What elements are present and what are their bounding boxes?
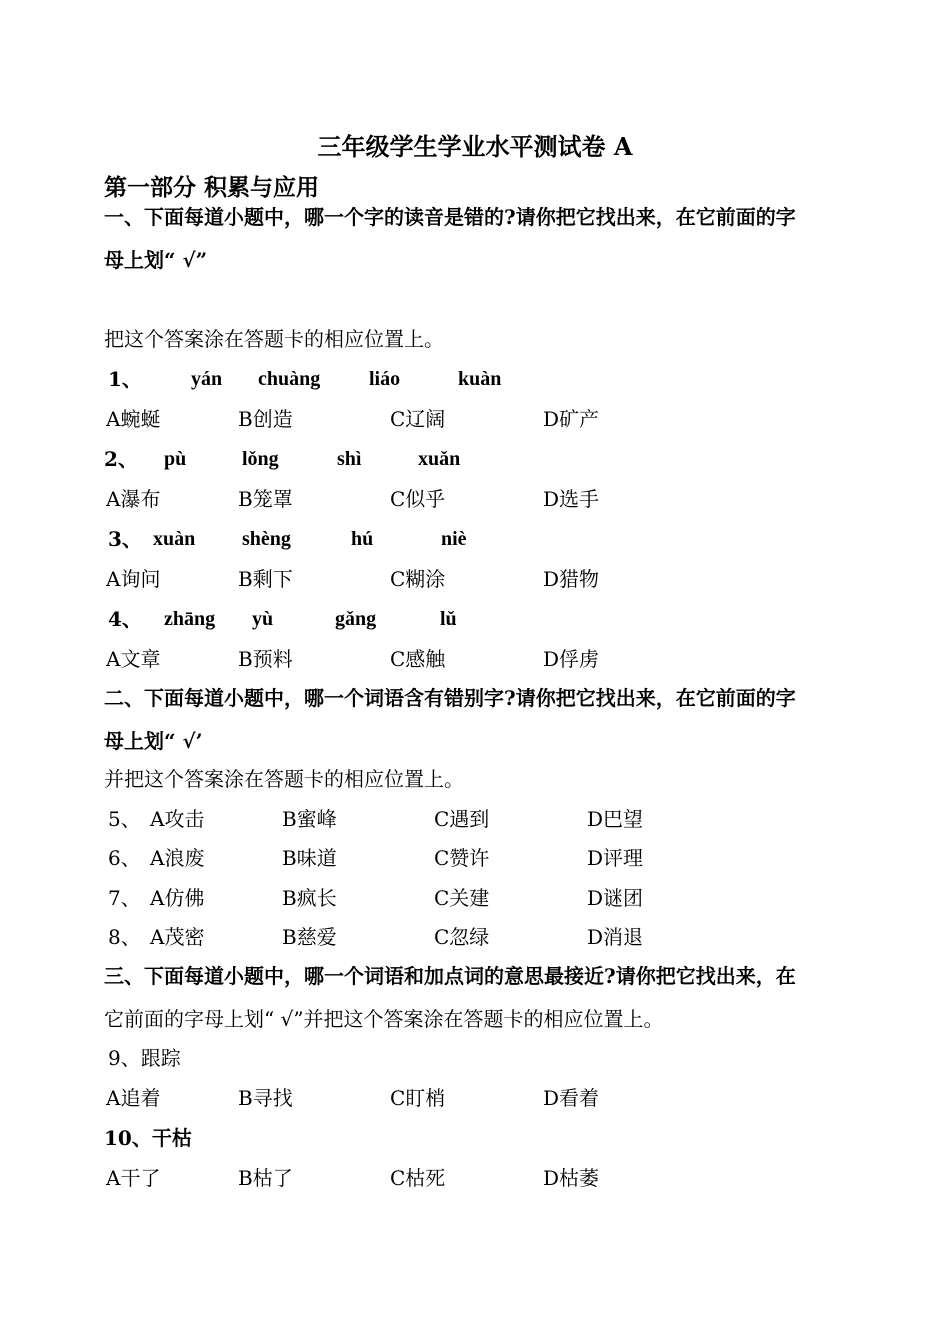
pinyin: lǒng [242, 448, 279, 470]
section2-instruction-line2: 母上划“ √’ [104, 729, 203, 753]
pinyin: hú [351, 528, 374, 550]
part-heading: 第一部分 积累与应用 [104, 174, 320, 201]
option-c[interactable]: C枯死 [390, 1166, 446, 1190]
option-d[interactable]: D选手 [543, 487, 600, 511]
option-a[interactable]: A追着 [106, 1086, 161, 1110]
option-c[interactable]: C赞许 [434, 846, 490, 870]
option-b[interactable]: B蜜峰 [282, 807, 337, 831]
question-number: 8、 [108, 925, 141, 949]
option-b[interactable]: B慈爱 [282, 925, 337, 949]
option-a[interactable]: A询问 [106, 567, 161, 591]
page-title: 三年级学生学业水平测试卷 A [317, 132, 633, 161]
option-a[interactable]: A蜿蜒 [106, 407, 161, 431]
question-number: 5、 [108, 807, 141, 831]
option-d[interactable]: D猎物 [543, 567, 600, 591]
option-c[interactable]: C关建 [434, 886, 490, 910]
pinyin: niè [441, 528, 467, 550]
question-number: 2、 [104, 447, 138, 471]
option-a[interactable]: A仿佛 [150, 886, 205, 910]
option-d[interactable]: D矿产 [543, 407, 600, 431]
pinyin: chuàng [258, 368, 321, 390]
question-number: 7、 [108, 886, 141, 910]
question-stem: 10、干枯 [104, 1126, 192, 1150]
section1-instruction-line2: 母上划“ √” [104, 248, 208, 272]
question-number: 3、 [108, 527, 142, 551]
option-c[interactable]: C忽绿 [434, 925, 490, 949]
option-b[interactable]: B剩下 [238, 567, 293, 591]
option-d[interactable]: D俘虏 [543, 647, 600, 671]
pinyin: shì [337, 448, 362, 470]
option-b[interactable]: B枯了 [238, 1166, 293, 1190]
option-b[interactable]: B笼罩 [238, 487, 293, 511]
pinyin: kuàn [458, 368, 502, 390]
option-c[interactable]: C遇到 [434, 807, 490, 831]
option-b[interactable]: B寻找 [238, 1086, 293, 1110]
option-b[interactable]: B疯长 [282, 886, 337, 910]
section3-instruction-line2: 它前面的字母上划“ √”并把这个答案涂在答题卡的相应位置上。 [104, 1007, 664, 1031]
option-d[interactable]: D巴望 [587, 807, 644, 831]
option-b[interactable]: B味道 [282, 846, 337, 870]
pinyin: yán [191, 368, 223, 390]
pinyin: xuàn [153, 528, 196, 550]
section1-instruction-line3: 把这个答案涂在答题卡的相应位置上。 [104, 327, 444, 351]
pinyin: yù [252, 608, 274, 630]
question-number: 1、 [108, 367, 142, 391]
option-a[interactable]: A茂密 [150, 925, 205, 949]
option-c[interactable]: C似乎 [390, 487, 446, 511]
pinyin: shèng [242, 528, 291, 550]
pinyin: lǔ [440, 608, 457, 630]
option-d[interactable]: D谜团 [587, 886, 644, 910]
option-a[interactable]: A攻击 [150, 807, 205, 831]
option-a[interactable]: A瀑布 [106, 487, 161, 511]
pinyin: liáo [369, 368, 401, 390]
option-d[interactable]: D枯萎 [543, 1166, 600, 1190]
option-c[interactable]: C辽阔 [390, 407, 446, 431]
option-a[interactable]: A干了 [106, 1166, 161, 1190]
option-c[interactable]: C盯梢 [390, 1086, 446, 1110]
section2-instruction-line1: 二、下面每道小题中，哪一个词语含有错别字?请你把它找出来，在它前面的字 [104, 686, 796, 710]
pinyin: zhāng [164, 608, 216, 630]
question-stem: 9、跟踪 [108, 1046, 181, 1070]
question-number: 6、 [108, 846, 141, 870]
option-c[interactable]: C感触 [390, 647, 446, 671]
option-b[interactable]: B创造 [238, 407, 293, 431]
pinyin: gǎng [335, 608, 377, 630]
option-a[interactable]: A文章 [106, 647, 161, 671]
pinyin: xuǎn [418, 448, 461, 470]
option-a[interactable]: A浪废 [150, 846, 205, 870]
option-d[interactable]: D看着 [543, 1086, 600, 1110]
pinyin: pù [164, 448, 187, 470]
section3-instruction-line1: 三、下面每道小题中，哪一个词语和加点词的意思最接近?请你把它找出来，在 [104, 964, 796, 988]
section1-instruction-line1: 一、下面每道小题中，哪一个字的读音是错的?请你把它找出来，在它前面的字 [104, 205, 796, 229]
section2-instruction-line3: 并把这个答案涂在答题卡的相应位置上。 [104, 767, 464, 791]
option-d[interactable]: D消退 [587, 925, 644, 949]
question-number: 4、 [108, 607, 142, 631]
option-c[interactable]: C糊涂 [390, 567, 446, 591]
option-d[interactable]: D评理 [587, 846, 644, 870]
option-b[interactable]: B预料 [238, 647, 293, 671]
